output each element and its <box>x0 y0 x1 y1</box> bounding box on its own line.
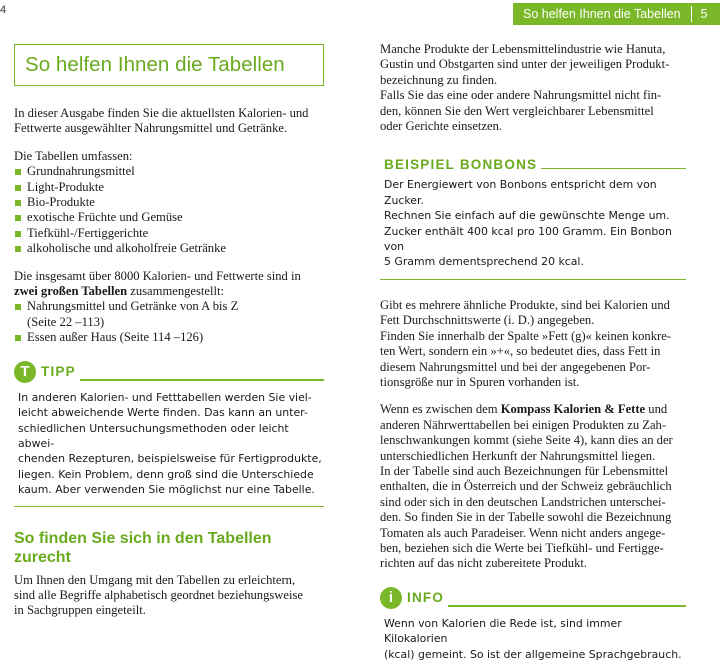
text-line: den. So finden Sie in der Tabelle sowohl die Bezeichnung <box>380 510 672 525</box>
text-line: sind alle Begriffe alphabetisch geordnet beziehungsweise <box>14 587 303 602</box>
tip-line: liegen. Kein Problem, denn groß sind die Unterschiede <box>18 467 314 481</box>
list-item: alkoholische und alkoholfreie Getränke <box>14 241 324 256</box>
example-body <box>380 172 686 279</box>
text-line: oder Gerichte einsetzen. <box>380 119 503 134</box>
text-span: und <box>645 402 668 417</box>
text-span: Wenn es zwischen dem <box>380 402 501 417</box>
text-line: tionsgröße nur in Spuren vorhanden ist. <box>380 374 580 389</box>
list-item: Bio-Produkte <box>14 195 324 210</box>
list-item: Tiefkühl-/Fertiggerichte <box>14 226 324 241</box>
example-line: Rechnen Sie einfach auf die gewünschte Menge um. <box>384 209 670 223</box>
values-text-end: zusammengestellt: <box>127 284 225 299</box>
tip-rule <box>80 379 324 381</box>
intro-paragraph: In dieser Ausgabe finden Sie die aktuellsten Kalorien- und Fettwerte ausgewählter Nahrungsmittel und Getränke. <box>14 106 309 136</box>
tables-list <box>14 164 324 256</box>
text-line: den, können Sie den Wert vergleichbarer Lebensmittel <box>380 103 654 118</box>
text-line: lenschwankungen kommt (siehe Seite 4), kann dies an der <box>380 433 673 448</box>
info-icon: i <box>380 587 402 609</box>
list-item-text: Nahrungsmittel und Getränke von A bis Z <box>27 299 239 314</box>
list-item: Grundnahrungsmittel <box>14 164 324 179</box>
example-header <box>380 156 686 172</box>
tip-line: leicht abweichende Werte finden. Das kann an unter- <box>18 406 308 420</box>
tip-line: chenden Rezepturen, beispielsweise für Fertigprodukte, <box>18 452 322 466</box>
text-line <box>380 402 686 417</box>
section-paragraph <box>14 573 324 619</box>
running-head <box>513 3 720 25</box>
tip-label: TIPP <box>41 364 76 380</box>
info-rule <box>448 605 686 607</box>
running-head-title: So helfen Ihnen die Tabellen <box>523 7 681 21</box>
list-item: exotische Früchte und Gemüse <box>14 210 324 225</box>
example-line: 5 Gramm dementsprechend 20 kcal. <box>384 255 584 269</box>
text-line: Gustin und Obstgarten sind unter der jeweiligen Produkt- <box>380 57 670 72</box>
text-line: diesem Nahrungsmittel und bei der angegebenen Por- <box>380 359 651 374</box>
chapter-title-box <box>14 44 324 86</box>
example-box <box>380 156 686 279</box>
average-paragraph <box>380 298 686 390</box>
tip-line: kaum. Aber verwenden Sie möglichst nur eine Tabelle. <box>18 483 315 497</box>
tip-body <box>14 384 324 507</box>
info-line: (kcal) gemeint. So ist der allgemeine Sprachgebrauch. <box>384 647 682 661</box>
text-line: ten Wert, sondern ein »+«, so bedeutet dies, dass Fett in <box>380 344 661 359</box>
tip-header <box>14 360 324 384</box>
text-line: Falls Sie das eine oder andere Nahrungsmittel nicht fin- <box>380 88 662 103</box>
list-item: Light-Produkte <box>14 180 324 195</box>
info-header <box>380 586 686 610</box>
tip-line: schiedlichen Untersuchungsmethoden oder leicht abwei- <box>18 421 289 450</box>
text-line: richten auf das nicht zubereitete Produkt. <box>380 556 588 571</box>
info-line: Wenn von Kalorien die Rede ist, sind immer Kilokalorien <box>384 616 622 646</box>
text-line: Finden Sie innerhalb der Spalte »Fett (g)« keinen konkre- <box>380 328 671 343</box>
info-body <box>380 610 686 668</box>
example-line: Zucker enthält 400 kcal pro 100 Gramm. Ein Bonbon von <box>384 224 672 254</box>
text-line: Gibt es mehrere ähnliche Produkte, sind bei Kalorien und <box>380 297 670 312</box>
tip-line: In anderen Kalorien- und Fetttabellen werden Sie viel- <box>18 390 312 404</box>
text-line: Manche Produkte der Lebensmittelindustrie wie Hanuta, <box>380 42 666 56</box>
text-line: ben, beziehen sich die Werte bei Tiefkühl- und Fertigge- <box>380 540 664 555</box>
text-line: Fett Durchschnittswerte (i. D.) angegeben. <box>380 313 595 328</box>
values-bold: zwei großen Tabellen <box>14 284 128 299</box>
chapter-title: So helfen Ihnen die Tabellen <box>25 53 285 76</box>
example-rule <box>541 168 686 170</box>
tip-icon: T <box>14 361 36 383</box>
text-line: sind oder sich in den deutschen Landstrichen unterschei- <box>380 494 666 509</box>
book-title-bold: Kompass Kalorien & Fette <box>500 402 646 417</box>
list-item-pages: (Seite 22 –113) <box>27 314 105 329</box>
text-line: unterschiedlichen Herkunft der Nahrungsmittel liegen. <box>380 448 656 463</box>
page-number-left: 4 <box>0 4 7 16</box>
text-line: Tomaten als auch Paradeiser. Wenn nicht anders angege- <box>380 525 666 540</box>
text-line: anderen Nährwerttabellen bei einigen Produkten zu Zah- <box>380 417 667 432</box>
values-paragraph <box>14 269 324 300</box>
left-column <box>14 44 324 619</box>
page-number-right: 5 <box>700 7 708 21</box>
values-list <box>14 299 324 345</box>
info-box <box>380 586 686 668</box>
products-paragraph <box>380 42 686 134</box>
example-label: BEISPIEL BONBONS <box>384 156 538 172</box>
running-head-divider <box>691 6 692 22</box>
text-line: In der Tabelle sind auch Bezeichnungen für Lebensmittel <box>380 463 669 478</box>
text-line: bezeichnung zu finden. <box>380 72 498 87</box>
origin-paragraph <box>380 402 686 571</box>
text-line: enthalten, die in Österreich und der Schweiz gebräuchlich <box>380 479 672 494</box>
tables-lead: Die Tabellen umfassen: <box>14 148 133 163</box>
text-line: Um Ihnen den Umgang mit den Tabellen zu erleichtern, <box>14 572 296 587</box>
text-line: in Sachgruppen eingeteilt. <box>14 603 146 618</box>
info-label: INFO <box>407 590 445 606</box>
section-heading: So finden Sie sich in den Tabellen zurecht <box>14 529 272 566</box>
right-column <box>380 42 686 668</box>
list-item: Essen außer Haus (Seite 114 –126) <box>14 330 324 345</box>
values-text: Die insgesamt über 8000 Kalorien- und Fettwerte sind in <box>14 268 301 283</box>
example-line: Der Energiewert von Bonbons entspricht dem von Zucker. <box>384 178 657 207</box>
tip-box <box>14 360 324 507</box>
list-item <box>14 299 324 330</box>
